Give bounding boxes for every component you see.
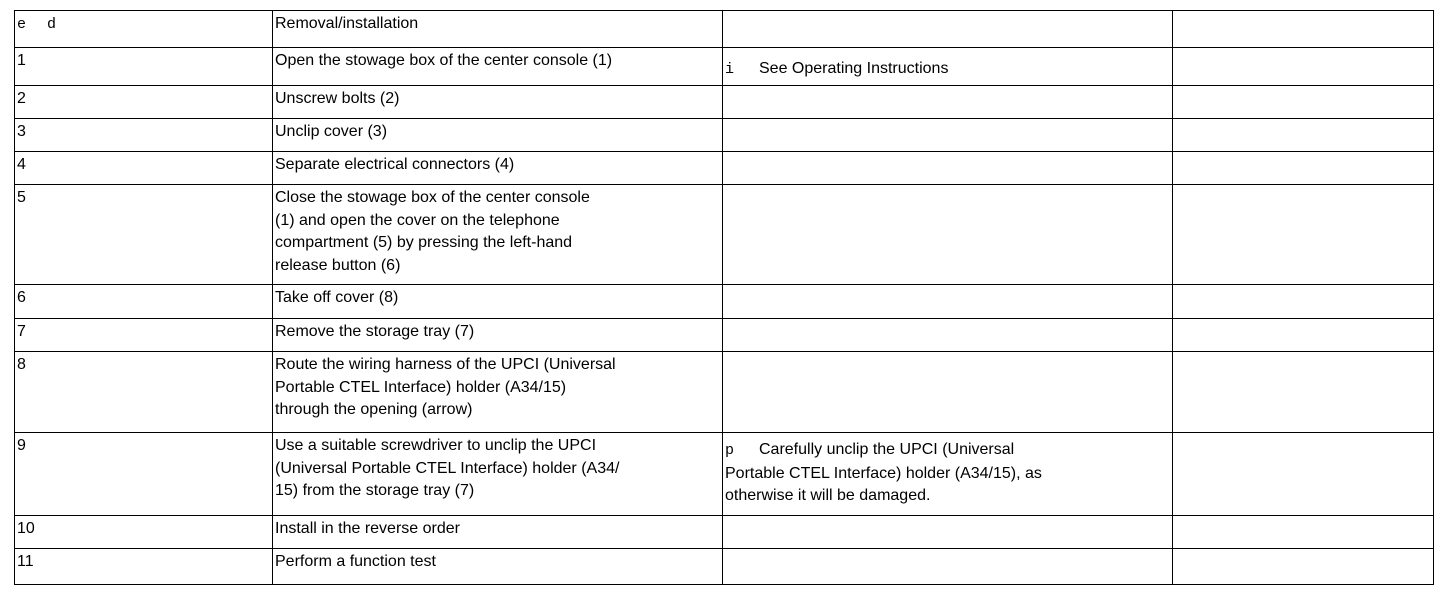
step-text-content: Separate electrical connectors (4) (275, 156, 515, 173)
table-row (15, 48, 1434, 86)
step-number (15, 549, 273, 585)
step-text-content: Perform a function test (275, 553, 436, 570)
step-number (15, 319, 273, 352)
table-row (15, 516, 1434, 549)
step-text (273, 119, 723, 152)
step-extra (1173, 152, 1434, 185)
header-symbols: e d (17, 16, 63, 33)
step-note (723, 119, 1173, 152)
step-number (15, 285, 273, 319)
step-text (273, 433, 723, 516)
note-text: Carefully unclip the UPCI (Universal (759, 441, 1015, 458)
step-number (15, 516, 273, 549)
step-number-text: 2 (17, 90, 26, 107)
table-row (15, 152, 1434, 185)
step-text-line: (1) and open the cover on the telephone (275, 211, 560, 229)
step-number-text: 5 (17, 189, 26, 206)
step-number (15, 86, 273, 119)
step-number-text: 1 (17, 52, 26, 69)
step-number-text: 10 (17, 520, 35, 537)
step-note (723, 516, 1173, 549)
step-text-line: Portable CTEL Interface) holder (A34/15) (275, 378, 567, 396)
step-text (273, 152, 723, 185)
step-text-content: Open the stowage box of the center console (1) (275, 52, 613, 69)
step-text (273, 185, 723, 285)
procedure-table (14, 10, 1434, 585)
step-number (15, 119, 273, 152)
step-text-line: compartment (5) by pressing the left-hand (275, 234, 573, 251)
step-note (723, 285, 1173, 319)
step-text-line: Close the stowage box of the center console (275, 189, 590, 206)
step-text (273, 352, 723, 433)
note-text-line: Portable CTEL Interface) holder (A34/15), as (725, 464, 1042, 482)
step-number-text: 6 (17, 289, 26, 306)
step-extra (1173, 433, 1434, 516)
step-extra (1173, 285, 1434, 319)
step-extra (1173, 86, 1434, 119)
step-text (273, 549, 723, 585)
step-text-line: 15) from the storage tray (7) (275, 482, 475, 499)
info-icon: i (725, 61, 735, 78)
table-row (15, 185, 1434, 285)
step-number (15, 352, 273, 433)
step-text-content: Unclip cover (3) (275, 123, 388, 140)
step-text-content: Unscrew bolts (2) (275, 90, 400, 107)
step-text (273, 319, 723, 352)
step-extra (1173, 549, 1434, 585)
step-text (273, 516, 723, 549)
step-note (723, 152, 1173, 185)
step-number-text: 4 (17, 156, 26, 173)
step-number-text: 9 (17, 437, 26, 454)
step-text-content: Install in the reverse order (275, 520, 460, 537)
step-text (273, 48, 723, 86)
step-number-text: 11 (17, 553, 34, 570)
header-note-cell (723, 11, 1173, 48)
header-title: Removal/installation (275, 15, 419, 32)
step-number-text: 3 (17, 123, 26, 140)
step-number-text: 7 (17, 323, 26, 340)
step-text-line: through the opening (arrow) (275, 401, 473, 418)
table-row (15, 433, 1434, 516)
table-row (15, 549, 1434, 585)
step-note (723, 86, 1173, 119)
step-extra (1173, 352, 1434, 433)
step-note (723, 549, 1173, 585)
step-extra (1173, 516, 1434, 549)
step-text-content: Remove the storage tray (7) (275, 323, 475, 340)
step-text-line: Use a suitable screwdriver to unclip the UPCI (275, 437, 597, 454)
caution-icon: p (725, 442, 735, 459)
step-extra (1173, 185, 1434, 285)
step-text (273, 285, 723, 319)
step-text-line: (Universal Portable CTEL Interface) holder (A34/ (275, 459, 620, 477)
table-row (15, 86, 1434, 119)
step-note (723, 48, 1173, 86)
step-note (723, 319, 1173, 352)
step-extra (1173, 48, 1434, 86)
step-number (15, 152, 273, 185)
step-extra (1173, 119, 1434, 152)
step-number-text: 8 (17, 356, 26, 373)
step-number (15, 185, 273, 285)
note-text-line: otherwise it will be damaged. (725, 487, 931, 504)
header-symbols-cell (15, 11, 273, 48)
table-row (15, 285, 1434, 319)
step-note (723, 352, 1173, 433)
step-number (15, 48, 273, 86)
step-text (273, 86, 723, 119)
note-text: See Operating Instructions (759, 60, 949, 77)
table-header-row (15, 11, 1434, 48)
step-note (723, 185, 1173, 285)
header-title-cell (273, 11, 723, 48)
step-text-content: Take off cover (8) (275, 289, 399, 306)
step-note (723, 433, 1173, 516)
step-text-line: release button (6) (275, 256, 401, 274)
step-text-line: Route the wiring harness of the UPCI (Universal (275, 356, 616, 373)
table-row (15, 352, 1434, 433)
step-number (15, 433, 273, 516)
header-extra-cell (1173, 11, 1434, 48)
table-row (15, 119, 1434, 152)
table-row (15, 319, 1434, 352)
step-extra (1173, 319, 1434, 352)
